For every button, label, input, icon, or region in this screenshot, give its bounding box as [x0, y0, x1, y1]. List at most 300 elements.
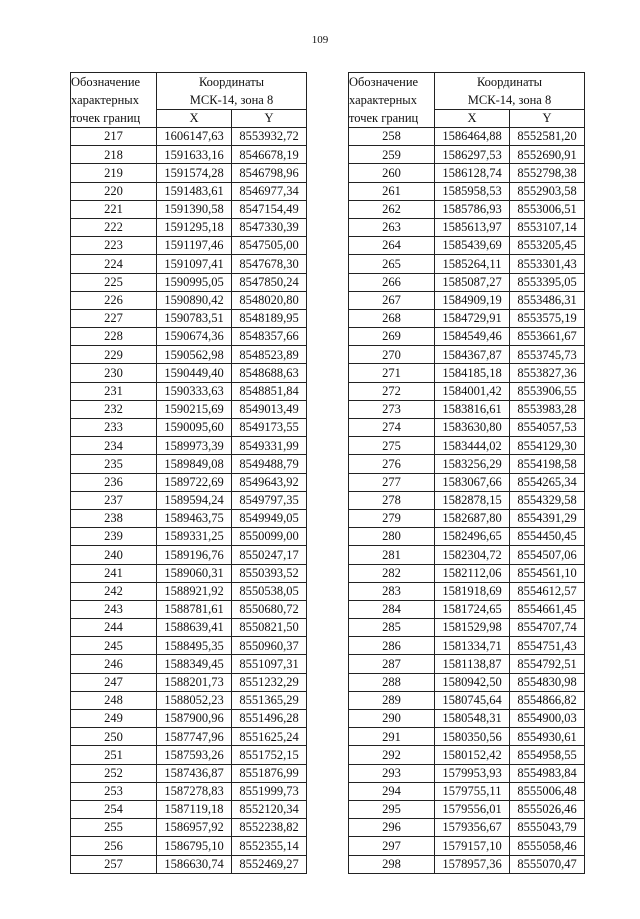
x-coordinate-cell: 1584549,46	[435, 328, 510, 346]
point-label-line-2: характерных	[349, 93, 417, 107]
x-coordinate-cell: 1590783,51	[157, 309, 232, 327]
table-row	[71, 255, 307, 273]
point-id-cell: 289	[349, 691, 435, 709]
y-coordinate-cell: 8550247,17	[232, 546, 307, 564]
y-coordinate-cell: 8553301,43	[510, 255, 585, 273]
y-coordinate-cell: 8554830,98	[510, 673, 585, 691]
table-row	[349, 328, 585, 346]
table-row	[349, 491, 585, 509]
table-row	[349, 382, 585, 400]
point-id-cell: 262	[349, 200, 435, 218]
y-column-header: Y	[232, 110, 307, 128]
y-coordinate-cell: 8552469,27	[232, 855, 307, 873]
x-coordinate-cell: 1588921,92	[157, 582, 232, 600]
x-coordinate-cell: 1581138,87	[435, 655, 510, 673]
point-id-cell: 261	[349, 182, 435, 200]
point-id-cell: 230	[71, 364, 157, 382]
x-coordinate-cell: 1582304,72	[435, 546, 510, 564]
y-coordinate-cell: 8547678,30	[232, 255, 307, 273]
y-coordinate-cell: 8548020,80	[232, 291, 307, 309]
table-row	[349, 764, 585, 782]
x-coordinate-cell: 1588349,45	[157, 655, 232, 673]
table-row	[349, 546, 585, 564]
x-coordinate-cell: 1583256,29	[435, 455, 510, 473]
point-id-cell: 286	[349, 637, 435, 655]
table-row	[349, 273, 585, 291]
y-coordinate-cell: 8554900,03	[510, 710, 585, 728]
x-coordinate-cell: 1579755,11	[435, 782, 510, 800]
y-coordinate-cell: 8551365,29	[232, 691, 307, 709]
y-coordinate-cell: 8551097,31	[232, 655, 307, 673]
point-id-cell: 266	[349, 273, 435, 291]
y-coordinate-cell: 8554751,43	[510, 637, 585, 655]
y-coordinate-cell: 8552355,14	[232, 837, 307, 855]
y-coordinate-cell: 8547505,00	[232, 237, 307, 255]
x-coordinate-cell: 1587747,96	[157, 728, 232, 746]
y-coordinate-cell: 8549643,92	[232, 473, 307, 491]
y-coordinate-cell: 8552120,34	[232, 800, 307, 818]
point-label-line-1: Обозначение	[349, 75, 419, 89]
x-coordinate-cell: 1591633,16	[157, 146, 232, 164]
y-coordinate-cell: 8548523,89	[232, 346, 307, 364]
point-id-cell: 274	[349, 419, 435, 437]
point-id-cell: 275	[349, 437, 435, 455]
y-coordinate-cell: 8555043,79	[510, 819, 585, 837]
point-id-cell: 298	[349, 855, 435, 873]
point-id-cell: 273	[349, 400, 435, 418]
point-id-cell: 227	[71, 309, 157, 327]
point-id-cell: 223	[71, 237, 157, 255]
x-coordinate-cell: 1580942,50	[435, 673, 510, 691]
point-id-cell: 226	[71, 291, 157, 309]
point-id-cell: 283	[349, 582, 435, 600]
y-coordinate-cell: 8554129,30	[510, 437, 585, 455]
y-coordinate-cell: 8553983,28	[510, 400, 585, 418]
x-coordinate-cell: 1583067,66	[435, 473, 510, 491]
coordinates-table-right	[348, 72, 585, 874]
x-coordinate-cell: 1586630,74	[157, 855, 232, 873]
y-coordinate-cell: 8546678,19	[232, 146, 307, 164]
point-id-cell: 241	[71, 564, 157, 582]
point-id-cell: 263	[349, 218, 435, 236]
x-coordinate-cell: 1579556,01	[435, 800, 510, 818]
y-coordinate-cell: 8548851,84	[232, 382, 307, 400]
point-id-cell: 224	[71, 255, 157, 273]
y-coordinate-cell: 8553486,31	[510, 291, 585, 309]
y-coordinate-cell: 8554450,45	[510, 528, 585, 546]
table-row	[71, 564, 307, 582]
x-coordinate-cell: 1584367,87	[435, 346, 510, 364]
table-row	[71, 346, 307, 364]
table-row	[71, 855, 307, 873]
y-coordinate-cell: 8553575,19	[510, 309, 585, 327]
table-row	[349, 309, 585, 327]
point-id-cell: 291	[349, 728, 435, 746]
table-row	[349, 728, 585, 746]
point-id-cell: 264	[349, 237, 435, 255]
point-id-cell: 246	[71, 655, 157, 673]
x-coordinate-cell: 1589331,25	[157, 528, 232, 546]
coordinates-title: Координаты	[476, 75, 543, 89]
x-coordinate-cell: 1588639,41	[157, 619, 232, 637]
y-coordinate-cell: 8549488,79	[232, 455, 307, 473]
point-id-cell: 242	[71, 582, 157, 600]
point-id-cell: 284	[349, 600, 435, 618]
x-coordinate-cell: 1580152,42	[435, 746, 510, 764]
y-coordinate-cell: 8550393,52	[232, 564, 307, 582]
table-row	[349, 400, 585, 418]
point-id-cell: 250	[71, 728, 157, 746]
point-id-cell: 280	[349, 528, 435, 546]
y-coordinate-cell: 8553827,36	[510, 364, 585, 382]
table-body	[349, 128, 585, 874]
point-id-cell: 233	[71, 419, 157, 437]
x-coordinate-cell: 1589196,76	[157, 546, 232, 564]
x-coordinate-cell: 1585439,69	[435, 237, 510, 255]
x-coordinate-cell: 1591295,18	[157, 218, 232, 236]
coordinates-header	[157, 73, 307, 110]
y-coordinate-cell: 8553745,73	[510, 346, 585, 364]
y-coordinate-cell: 8554391,29	[510, 509, 585, 527]
x-coordinate-cell: 1581529,98	[435, 619, 510, 637]
table-row	[71, 164, 307, 182]
y-coordinate-cell: 8548688,63	[232, 364, 307, 382]
table-row	[349, 509, 585, 527]
point-id-cell: 249	[71, 710, 157, 728]
table-row	[71, 655, 307, 673]
point-id-cell: 285	[349, 619, 435, 637]
y-coordinate-cell: 8554057,53	[510, 419, 585, 437]
y-coordinate-cell: 8554329,58	[510, 491, 585, 509]
point-id-cell: 231	[71, 382, 157, 400]
point-id-cell: 225	[71, 273, 157, 291]
x-coordinate-cell: 1589722,69	[157, 473, 232, 491]
table-row	[71, 710, 307, 728]
y-coordinate-cell: 8549797,35	[232, 491, 307, 509]
x-coordinate-cell: 1585087,27	[435, 273, 510, 291]
point-id-cell: 297	[349, 837, 435, 855]
point-id-cell: 292	[349, 746, 435, 764]
x-coordinate-cell: 1582496,65	[435, 528, 510, 546]
table-row	[349, 128, 585, 146]
y-column-header: Y	[510, 110, 585, 128]
x-coordinate-cell: 1583444,02	[435, 437, 510, 455]
point-id-cell: 240	[71, 546, 157, 564]
point-id-cell: 232	[71, 400, 157, 418]
y-coordinate-cell: 8551752,15	[232, 746, 307, 764]
x-coordinate-cell: 1587593,26	[157, 746, 232, 764]
point-id-cell: 271	[349, 364, 435, 382]
y-coordinate-cell: 8554930,61	[510, 728, 585, 746]
y-coordinate-cell: 8550960,37	[232, 637, 307, 655]
table-row	[349, 437, 585, 455]
table-row	[349, 473, 585, 491]
point-id-cell: 234	[71, 437, 157, 455]
y-coordinate-cell: 8554983,84	[510, 764, 585, 782]
point-id-cell: 259	[349, 146, 435, 164]
y-coordinate-cell: 8554958,55	[510, 746, 585, 764]
point-id-cell: 290	[349, 710, 435, 728]
x-coordinate-cell: 1588781,61	[157, 600, 232, 618]
table-row	[71, 218, 307, 236]
point-id-cell: 237	[71, 491, 157, 509]
table-row	[71, 619, 307, 637]
x-coordinate-cell: 1590215,69	[157, 400, 232, 418]
table-row	[349, 600, 585, 618]
point-id-cell: 229	[71, 346, 157, 364]
x-coordinate-cell: 1588052,23	[157, 691, 232, 709]
y-coordinate-cell: 8547850,24	[232, 273, 307, 291]
point-id-cell: 268	[349, 309, 435, 327]
table-row	[71, 455, 307, 473]
table-row	[71, 764, 307, 782]
x-coordinate-cell: 1578957,36	[435, 855, 510, 873]
table-row	[71, 637, 307, 655]
x-coordinate-cell: 1606147,63	[157, 128, 232, 146]
y-coordinate-cell: 8555006,48	[510, 782, 585, 800]
table-row	[71, 382, 307, 400]
y-coordinate-cell: 8546798,96	[232, 164, 307, 182]
table-row	[71, 800, 307, 818]
x-coordinate-cell: 1585786,93	[435, 200, 510, 218]
table-row	[71, 309, 307, 327]
point-id-cell: 238	[71, 509, 157, 527]
x-coordinate-cell: 1581724,65	[435, 600, 510, 618]
y-coordinate-cell: 8554661,45	[510, 600, 585, 618]
point-id-cell: 257	[71, 855, 157, 873]
y-coordinate-cell: 8553661,67	[510, 328, 585, 346]
x-coordinate-cell: 1591097,41	[157, 255, 232, 273]
point-id-cell: 218	[71, 146, 157, 164]
x-coordinate-cell: 1586795,10	[157, 837, 232, 855]
y-coordinate-cell: 8549949,05	[232, 509, 307, 527]
point-id-cell: 251	[71, 746, 157, 764]
y-coordinate-cell: 8551496,28	[232, 710, 307, 728]
y-coordinate-cell: 8551999,73	[232, 782, 307, 800]
y-coordinate-cell: 8552903,58	[510, 182, 585, 200]
x-coordinate-cell: 1587119,18	[157, 800, 232, 818]
point-id-cell: 247	[71, 673, 157, 691]
point-id-cell: 270	[349, 346, 435, 364]
point-id-cell: 288	[349, 673, 435, 691]
table-row	[71, 728, 307, 746]
point-id-cell: 219	[71, 164, 157, 182]
x-coordinate-cell: 1591574,28	[157, 164, 232, 182]
x-coordinate-cell: 1582878,15	[435, 491, 510, 509]
table-row	[349, 691, 585, 709]
point-id-cell: 243	[71, 600, 157, 618]
table-row	[349, 255, 585, 273]
point-id-cell: 276	[349, 455, 435, 473]
point-id-cell: 282	[349, 564, 435, 582]
y-coordinate-cell: 8554561,10	[510, 564, 585, 582]
point-id-cell: 236	[71, 473, 157, 491]
y-coordinate-cell: 8552238,82	[232, 819, 307, 837]
point-id-cell: 294	[349, 782, 435, 800]
x-coordinate-cell: 1589973,39	[157, 437, 232, 455]
point-id-cell: 239	[71, 528, 157, 546]
y-coordinate-cell: 8550821,50	[232, 619, 307, 637]
table-row	[349, 237, 585, 255]
point-id-cell: 279	[349, 509, 435, 527]
y-coordinate-cell: 8550538,05	[232, 582, 307, 600]
table-row	[71, 582, 307, 600]
point-id-cell: 258	[349, 128, 435, 146]
y-coordinate-cell: 8551625,24	[232, 728, 307, 746]
x-coordinate-cell: 1585613,97	[435, 218, 510, 236]
table-row	[349, 564, 585, 582]
point-id-cell: 228	[71, 328, 157, 346]
point-id-cell: 287	[349, 655, 435, 673]
point-id-cell: 222	[71, 218, 157, 236]
point-id-cell: 281	[349, 546, 435, 564]
table-row	[71, 237, 307, 255]
x-coordinate-cell: 1589594,24	[157, 491, 232, 509]
y-coordinate-cell: 8552581,20	[510, 128, 585, 146]
x-coordinate-cell: 1579157,10	[435, 837, 510, 855]
point-id-cell: 245	[71, 637, 157, 655]
y-coordinate-cell: 8552798,38	[510, 164, 585, 182]
x-coordinate-cell: 1586297,53	[435, 146, 510, 164]
table-row	[71, 437, 307, 455]
page-number: 109	[311, 34, 329, 46]
table-row	[349, 746, 585, 764]
point-id-cell: 296	[349, 819, 435, 837]
x-column-header: X	[157, 110, 232, 128]
table-row	[349, 200, 585, 218]
x-coordinate-cell: 1587900,96	[157, 710, 232, 728]
x-coordinate-cell: 1587436,87	[157, 764, 232, 782]
table-row	[349, 364, 585, 382]
x-coordinate-cell: 1587278,83	[157, 782, 232, 800]
table-row	[349, 582, 585, 600]
table-row	[71, 128, 307, 146]
x-coordinate-cell: 1590890,42	[157, 291, 232, 309]
y-coordinate-cell: 8549331,99	[232, 437, 307, 455]
x-coordinate-cell: 1581918,69	[435, 582, 510, 600]
y-coordinate-cell: 8554612,57	[510, 582, 585, 600]
point-id-cell: 254	[71, 800, 157, 818]
y-coordinate-cell: 8550099,00	[232, 528, 307, 546]
table-row	[349, 855, 585, 873]
table-row	[71, 819, 307, 837]
point-id-cell: 217	[71, 128, 157, 146]
table-row	[71, 364, 307, 382]
table-row	[349, 655, 585, 673]
y-coordinate-cell: 8553932,72	[232, 128, 307, 146]
point-id-cell: 244	[71, 619, 157, 637]
x-coordinate-cell: 1589849,08	[157, 455, 232, 473]
x-coordinate-cell: 1590995,05	[157, 273, 232, 291]
x-coordinate-cell: 1579953,93	[435, 764, 510, 782]
y-coordinate-cell: 8550680,72	[232, 600, 307, 618]
table-row	[71, 546, 307, 564]
table-row	[349, 619, 585, 637]
x-coordinate-cell: 1586464,88	[435, 128, 510, 146]
coordinates-title: Координаты	[198, 75, 265, 89]
table-row	[349, 710, 585, 728]
table-row	[349, 819, 585, 837]
table-row	[349, 346, 585, 364]
table-row	[349, 673, 585, 691]
table-row	[71, 782, 307, 800]
x-coordinate-cell: 1586957,92	[157, 819, 232, 837]
x-coordinate-cell: 1591197,46	[157, 237, 232, 255]
y-coordinate-cell: 8553395,05	[510, 273, 585, 291]
table-row	[71, 400, 307, 418]
point-id-cell: 248	[71, 691, 157, 709]
point-label-header	[71, 73, 157, 128]
x-coordinate-cell: 1590562,98	[157, 346, 232, 364]
table-row	[349, 182, 585, 200]
x-coordinate-cell: 1589060,31	[157, 564, 232, 582]
table-row	[71, 837, 307, 855]
table-row	[71, 491, 307, 509]
y-coordinate-cell: 8553107,14	[510, 218, 585, 236]
x-coordinate-cell: 1584185,18	[435, 364, 510, 382]
y-coordinate-cell: 8554265,34	[510, 473, 585, 491]
coordinates-table-left	[70, 72, 307, 874]
table-row	[349, 164, 585, 182]
y-coordinate-cell: 8553906,55	[510, 382, 585, 400]
table-row	[71, 691, 307, 709]
table-row	[71, 528, 307, 546]
y-coordinate-cell: 8548357,66	[232, 328, 307, 346]
x-coordinate-cell: 1586128,74	[435, 164, 510, 182]
x-coordinate-cell: 1588201,73	[157, 673, 232, 691]
table-row	[349, 528, 585, 546]
point-label-line-2: характерных	[71, 93, 139, 107]
point-id-cell: 295	[349, 800, 435, 818]
table-row	[71, 673, 307, 691]
point-id-cell: 252	[71, 764, 157, 782]
point-id-cell: 220	[71, 182, 157, 200]
x-coordinate-cell: 1584729,91	[435, 309, 510, 327]
y-coordinate-cell: 8554866,82	[510, 691, 585, 709]
y-coordinate-cell: 8551232,29	[232, 673, 307, 691]
point-id-cell: 265	[349, 255, 435, 273]
point-label-line-1: Обозначение	[71, 75, 141, 89]
point-label-line-3: точек границ	[71, 111, 141, 125]
y-coordinate-cell: 8547330,39	[232, 218, 307, 236]
y-coordinate-cell: 8554707,74	[510, 619, 585, 637]
x-coordinate-cell: 1583816,61	[435, 400, 510, 418]
table-row	[71, 182, 307, 200]
y-coordinate-cell: 8554792,51	[510, 655, 585, 673]
coordinate-system: МСК-14, зона 8	[467, 93, 552, 107]
table-row	[71, 200, 307, 218]
x-coordinate-cell: 1582687,80	[435, 509, 510, 527]
x-column-header: X	[435, 110, 510, 128]
table-row	[71, 509, 307, 527]
x-coordinate-cell: 1580548,31	[435, 710, 510, 728]
x-coordinate-cell: 1580350,56	[435, 728, 510, 746]
table-row	[71, 273, 307, 291]
point-id-cell: 269	[349, 328, 435, 346]
point-label-header	[349, 73, 435, 128]
x-coordinate-cell: 1590095,60	[157, 419, 232, 437]
x-coordinate-cell: 1581334,71	[435, 637, 510, 655]
y-coordinate-cell: 8549173,55	[232, 419, 307, 437]
y-coordinate-cell: 8553006,51	[510, 200, 585, 218]
x-coordinate-cell: 1591390,58	[157, 200, 232, 218]
y-coordinate-cell: 8551876,99	[232, 764, 307, 782]
x-coordinate-cell: 1591483,61	[157, 182, 232, 200]
x-coordinate-cell: 1590449,40	[157, 364, 232, 382]
table-row	[349, 291, 585, 309]
y-coordinate-cell: 8555070,47	[510, 855, 585, 873]
point-id-cell: 267	[349, 291, 435, 309]
